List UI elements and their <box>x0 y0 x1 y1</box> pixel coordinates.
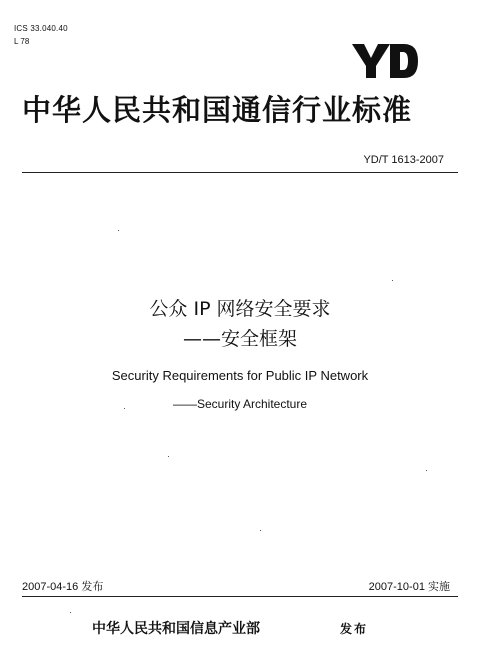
footer-rule <box>22 596 458 597</box>
implementation-date: 2007-10-01 实施 <box>368 581 450 593</box>
scan-speck <box>168 456 169 457</box>
document-subtitle-en: ——Security Architecture <box>172 397 308 411</box>
document-title-en: Security Requirements for Public IP Network <box>111 368 369 383</box>
yd-logo-text: YD <box>350 38 352 39</box>
header-rule <box>22 172 458 173</box>
scan-speck <box>124 408 125 409</box>
scan-speck <box>260 530 261 531</box>
document-title-zh: 公众 IP 网络安全要求 <box>149 298 331 320</box>
issuer-name: 中华人民共和国信息产业部 <box>92 621 260 637</box>
yd-logo <box>350 38 420 84</box>
standard-title: 中华人民共和国通信行业标准 <box>22 93 413 127</box>
scan-speck <box>70 612 71 613</box>
scan-speck <box>118 230 119 231</box>
scan-speck <box>426 470 427 471</box>
issuer-action: 发布 <box>340 622 369 636</box>
ics-code: ICS 33.040.40 <box>14 24 68 33</box>
document-subtitle-zh: ——安全框架 <box>182 328 297 350</box>
classification-code: L 78 <box>14 37 30 46</box>
issue-date: 2007-04-16 发布 <box>22 581 104 593</box>
scan-speck <box>392 280 393 281</box>
standard-code: YD/T 1613-2007 <box>363 154 444 166</box>
